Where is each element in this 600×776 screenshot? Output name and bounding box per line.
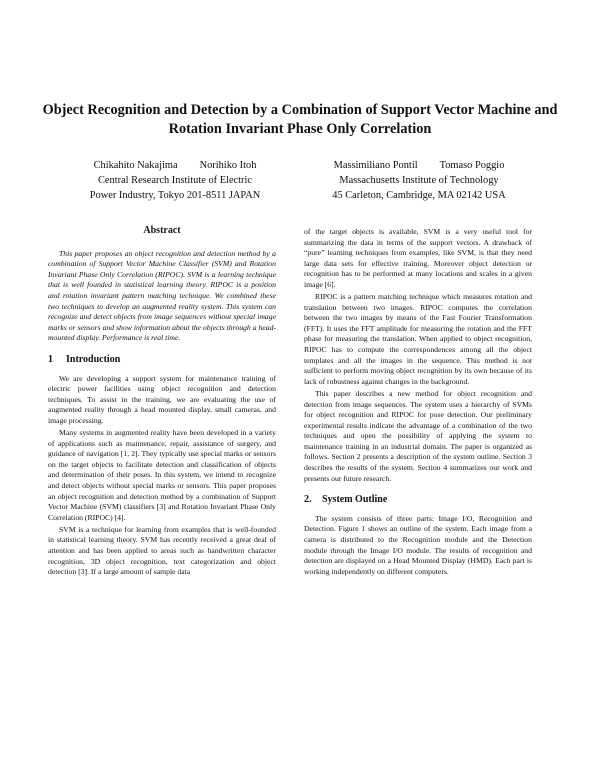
author-name: Norihiko Itoh — [199, 160, 257, 171]
author-name: Massimiliano Pontil — [333, 160, 418, 171]
author-affiliation: Massachusetts Institute of Technology — [339, 175, 499, 186]
paragraph: of the target objects is available, SVM is a very useful tool for summarizing the data in terms of the support vectors. A drawback of “pure” learning techniques from examples, like SVM, is that they need large data sets for effective training. Moreover object detection or recognition has to be performed at many locations and scales in a given image [6]. — [304, 227, 532, 289]
authors-right — [296, 158, 542, 203]
paragraph: The system consists of three parts: Image I/O, Recognition and Detection. Figure 1 shows an outline of the system. Each image from a camera is distributed to the Recognition module and the Detection module through the Image I/O module. The results of recognition and detection are displayed on a Head Mounted Display (HMD). Each part is working independently on different computers. — [304, 513, 532, 576]
abstract — [48, 249, 276, 344]
section-number: 2. — [304, 494, 312, 506]
author-name: Chikahito Nakajima — [93, 160, 178, 171]
section-heading-system-outline — [304, 495, 532, 506]
section-number: 1 — [48, 353, 53, 365]
section-title: Introduction — [66, 353, 121, 365]
author-address: Power Industry, Tokyo 201-8511 JAPAN — [89, 190, 261, 201]
paragraph: RIPOC is a pattern matching technique which measures rotation and translation between two images. RIPOC computes the correlation between the two images by means of the Fast Fourier Transformation (FFT). It uses the FFT amplitude for measuring the rotation and the FFT phase for measuring the translation. When applied to object recognition, RIPOC has to compute the correspondences among all the object templates and all the images in the sequence. This method is not sufficient to perform moving object recognition by its own because of its lack of robustness against changes in the background. — [304, 292, 532, 386]
paragraph: This paper describes a new method for object recognition and detection from image sequences. The system uses a hierarchy of SVMs for object recognition and RIPOC for pose detection. Our preliminary experimental results indicate the advantage of a combination of the two techniques and open the possibility of applying the system to maintenance training in an industrial domain. The paper is organized as follows. Section 2 presents a description of the system outline. Section 3 describes the results of the system. Section 4 summarizes our work and presents our future research. — [304, 388, 532, 483]
section-heading-introduction — [48, 355, 276, 366]
author-address: 45 Carleton, Cambridge, MA 02142 USA — [332, 190, 506, 201]
section-title: System Outline — [322, 494, 388, 506]
paragraph: SVM is a technique for learning from examples that is well-founded in statistical learning theory. SVM has recently received a great deal of attention and has been applied to areas such as handwritten character recognition, 3D object recognition, text categorization and object detection [3]. If a large amount of sample data — [48, 524, 276, 577]
abstract-text: This paper proposes an object recognition and detection method by a combination of Support Vector Machine Classifier (SVM) and Rotation Invariant Phase Only Correlation (RIPOC). SVM is a learning technique that is well founded in statistical learning theory. RIPOC is a position and rotation invariant pattern matching technique. We combined these two techniques to develop an augmented reality system. This system can recognize and detect objects from image sequences without special image marks or sensors and show information about the objects through a head-mounted display. Performance is real time. — [48, 248, 276, 343]
author-affiliation: Central Research Institute of Electric — [97, 175, 253, 186]
paragraph: We are developing a support system for maintenance training of electric power facilities using object recognition and detection techniques. To assist in the training, we are evaluating the use of augmented reality through a head mounted display, small cameras, and image processing. — [48, 373, 276, 425]
left-column — [48, 226, 276, 579]
authors-left — [60, 158, 290, 203]
paper-title: Object Recognition and Detection by a Combination of Support Vector Machine and Rotation Invariant Phase Only Correlation — [42, 102, 558, 137]
paragraph: Many systems in augmented reality have been developed in a variety of applications such as maintenance, repair, assistance of surgery, and guidance of navigation [1, 2]. They typically use special marks or sensors on the target objects to facilitate detection and classification of objects and determination of their poses. In this system, we intend to recognize and detect objects without special marks or sensors. This paper proposes an object recognition and detection method by a combination of Support Vector Machine (SVM) classifiers [3] and Rotation Invariant Phase Only Correlation (RIPOC) [4]. — [48, 428, 276, 522]
abstract-heading: Abstract — [143, 225, 181, 236]
author-name: Tomaso Poggio — [439, 160, 505, 171]
right-column — [304, 227, 532, 579]
